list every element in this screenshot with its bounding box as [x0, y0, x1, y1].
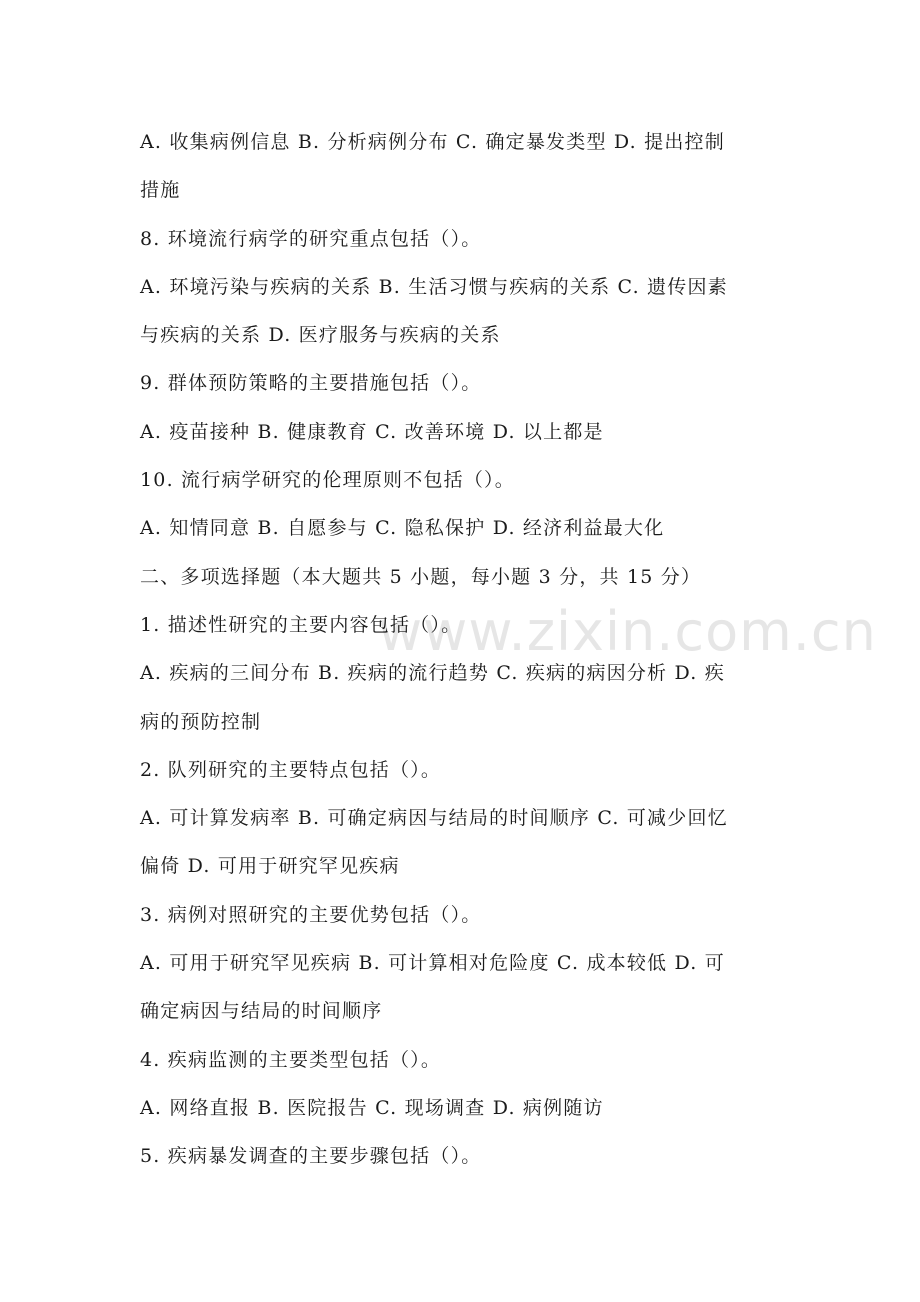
- mc-question-3-options-continuation: 确定病因与结局的时间顺序: [140, 1000, 383, 1023]
- document-body: [140, 118, 790, 1181]
- question-8: 8. 环境流行病学的研究重点包括（）。: [140, 227, 482, 250]
- section-heading-multiple-choice: 二、多项选择题（本大题共 5 小题，每小题 3 分，共 15 分）: [140, 565, 702, 588]
- mc-question-4: 4. 疾病监测的主要类型包括（）。: [140, 1048, 442, 1071]
- question-10: 10. 流行病学研究的伦理原则不包括（）。: [140, 469, 515, 492]
- answer-options-line: A. 收集病例信息 B. 分析病例分布 C. 确定暴发类型 D. 提出控制: [140, 131, 725, 153]
- mc-question-3: 3. 病例对照研究的主要优势包括（）。: [140, 903, 482, 926]
- mc-question-2: 2. 队列研究的主要特点包括（）。: [140, 758, 442, 781]
- watermark: www.zixin.com.cn: [378, 600, 877, 663]
- mc-question-1: 1. 描述性研究的主要内容包括（）。: [140, 613, 462, 636]
- mc-question-2-options: A. 可计算发病率 B. 可确定病因与结局的时间顺序 C. 可减少回忆: [140, 807, 728, 830]
- mc-question-3-options: A. 可用于研究罕见疾病 B. 可计算相对危险度 C. 成本较低 D. 可: [140, 952, 725, 975]
- question-10-options: A. 知情同意 B. 自愿参与 C. 隐私保护 D. 经济利益最大化: [140, 517, 665, 540]
- mc-question-1-options: A. 疾病的三间分布 B. 疾病的流行趋势 C. 疾病的病因分析 D. 疾: [140, 662, 725, 685]
- mc-question-2-options-continuation: 偏倚 D. 可用于研究罕见疾病: [140, 855, 400, 878]
- question-9-options: A. 疫苗接种 B. 健康教育 C. 改善环境 D. 以上都是: [140, 420, 604, 443]
- question-8-options-continuation: 与疾病的关系 D. 医疗服务与疾病的关系: [140, 324, 501, 347]
- mc-question-4-options: A. 网络直报 B. 医院报告 C. 现场调查 D. 病例随访: [140, 1096, 604, 1119]
- answer-options-continuation: 措施: [140, 179, 181, 202]
- mc-question-1-options-continuation: 病的预防控制: [140, 710, 262, 733]
- mc-question-5: 5. 疾病暴发调查的主要步骤包括（）。: [140, 1145, 482, 1168]
- question-9: 9. 群体预防策略的主要措施包括（）。: [140, 372, 482, 395]
- question-8-options: A. 环境污染与疾病的关系 B. 生活习惯与疾病的关系 C. 遗传因素: [140, 275, 728, 298]
